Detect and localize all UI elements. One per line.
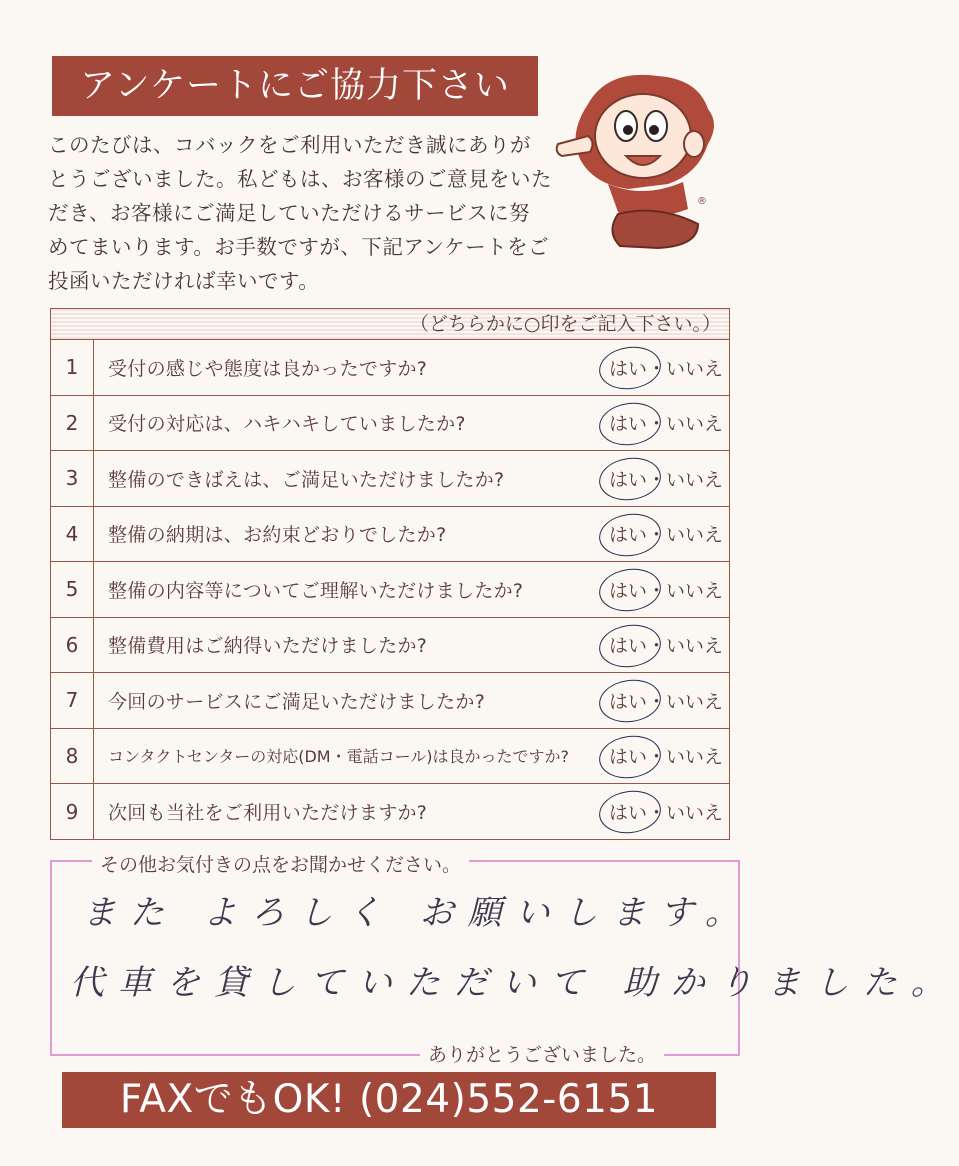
intro-line: だき、お客様にご満足していただけるサービスに努 bbox=[48, 201, 531, 225]
answer-options[interactable]: はい・いいえ bbox=[609, 746, 724, 769]
answer-circle-mark bbox=[596, 731, 663, 781]
question-row bbox=[51, 784, 729, 840]
question-text: 整備のできばえは、ご満足いただけましたか? bbox=[108, 468, 505, 491]
answer-circle-mark bbox=[596, 454, 663, 504]
answer-circle-mark bbox=[596, 343, 663, 393]
answer-circle-mark bbox=[596, 676, 663, 726]
question-row bbox=[51, 340, 729, 396]
question-number: 1 bbox=[51, 340, 94, 395]
answer-circle-mark bbox=[596, 565, 663, 615]
answer-options[interactable]: はい・いいえ bbox=[609, 357, 724, 380]
question-text: 整備の納期は、お約束どおりでしたか? bbox=[108, 524, 447, 547]
question-row bbox=[51, 562, 729, 618]
answer-circle-mark bbox=[596, 787, 663, 837]
question-text: 整備費用はご納得いただけましたか? bbox=[108, 635, 428, 658]
answer-options[interactable]: はい・いいえ bbox=[609, 690, 724, 713]
question-number: 9 bbox=[51, 784, 94, 840]
question-text: 受付の感じや態度は良かったですか? bbox=[108, 357, 428, 380]
question-number: 6 bbox=[51, 618, 94, 673]
comments-label: その他お気付きの点をお聞かせください。 bbox=[92, 850, 469, 877]
trademark-symbol: ® bbox=[697, 196, 707, 207]
question-number: 4 bbox=[51, 507, 94, 562]
fax-banner: FAXでもOK! (024)552-6151 bbox=[62, 1072, 716, 1128]
page-title: アンケートにご協力下さい bbox=[52, 56, 538, 116]
thanks-text: ありがとうございました。 bbox=[420, 1040, 664, 1067]
question-number: 2 bbox=[51, 396, 94, 451]
answer-options[interactable]: はい・いいえ bbox=[609, 635, 724, 658]
question-number: 5 bbox=[51, 562, 94, 617]
question-text: 次回も当社をご利用いただけますか? bbox=[108, 802, 428, 825]
intro-text bbox=[48, 128, 552, 298]
intro-line: 投函いただければ幸いです。 bbox=[48, 269, 320, 293]
question-row bbox=[51, 507, 729, 563]
answer-circle-mark bbox=[596, 620, 663, 670]
intro-line: このたびは、コバックをご利用いただき誠にありが bbox=[48, 133, 531, 157]
answer-options[interactable]: はい・いいえ bbox=[609, 468, 724, 491]
answer-options[interactable]: はい・いいえ bbox=[609, 579, 724, 602]
question-row bbox=[51, 618, 729, 674]
question-row bbox=[51, 673, 729, 729]
intro-line: とうございました。私どもは、お客様のご意見をいた bbox=[48, 167, 552, 191]
survey-instruction: （どちらかに○印をご記入下さい。） bbox=[51, 309, 729, 340]
intro-line: めてまいります。お手数ですが、下記アンケートをご bbox=[48, 235, 550, 259]
answer-circle-mark bbox=[596, 398, 663, 448]
answer-options[interactable]: はい・いいえ bbox=[609, 413, 724, 436]
question-text: 今回のサービスにご満足いただけましたか? bbox=[108, 690, 486, 713]
question-row bbox=[51, 729, 729, 785]
question-row bbox=[51, 451, 729, 507]
answer-circle-mark bbox=[596, 509, 663, 559]
question-number: 7 bbox=[51, 673, 94, 728]
question-text: 整備の内容等についてご理解いただけましたか? bbox=[108, 579, 524, 602]
survey-table bbox=[50, 308, 730, 840]
handwritten-comment-line: 代車を貸していただいて 助かりました。 bbox=[70, 963, 959, 1003]
question-text: コンタクトセンターの対応(DM・電話コール)は良かったですか? bbox=[108, 747, 570, 767]
question-number: 8 bbox=[51, 729, 94, 784]
answer-options[interactable]: はい・いいえ bbox=[609, 802, 724, 825]
question-row bbox=[51, 396, 729, 452]
question-text: 受付の対応は、ハキハキしていましたか? bbox=[108, 413, 466, 436]
question-number: 3 bbox=[51, 451, 94, 506]
handwritten-comment-line: また よろしく お願いします。 bbox=[82, 893, 753, 933]
mascot-illustration bbox=[548, 64, 723, 254]
answer-options[interactable]: はい・いいえ bbox=[609, 524, 724, 547]
